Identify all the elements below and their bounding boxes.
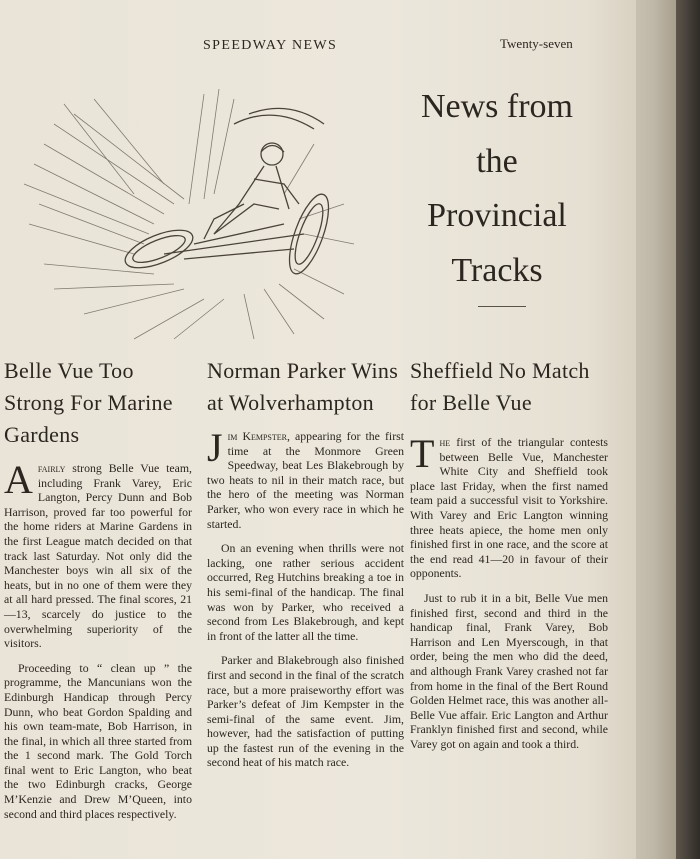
title-divider xyxy=(478,306,526,307)
article-paragraph xyxy=(207,425,404,531)
lead-in-smallcaps: im Kempster, xyxy=(227,429,290,443)
page-number: Twenty-seven xyxy=(500,36,573,51)
article-sheffield-belle-vue xyxy=(410,355,608,761)
paragraph-text: first of the triangular contests between Belle Vue, Manchester White City and Sheffield took place last Friday, when the first named team paid a successful visit to Yorkshire. With Varey and Eric Langton winning three heats apiece, the home men only finished first in one race, and the score at the end read 41—20 in favour of their opponents. xyxy=(410,435,608,581)
speedway-rider-sketch xyxy=(14,84,394,344)
article-body xyxy=(410,431,608,751)
feature-title xyxy=(392,80,602,298)
article-headline: Belle Vue Too Strong For Marine Gardens xyxy=(4,358,173,447)
drop-cap: T xyxy=(410,431,435,476)
article-paragraph: Proceeding to “ clean up ” the programme, the Mancunians won the Edinburgh Handicap through Percy Dunn, who beat Gordon Spalding and his own team-mate, Bob Harrison, in the final, in which all three started from the 1 second mark. The Gold Torch final went to Eric Langton, who beat the two Edinburgh cracks, George M’Kenzie and Drew M’Queen, into second and third places respectively. xyxy=(4,660,192,821)
feature-title-line: News from xyxy=(420,88,574,125)
article-paragraph: On an evening when thrills were not lacking, one rather serious accident occurred, Reg Hutchins breaking a toe in his semi-final of the handicap. The final was won by Parker, who received a second from Les Blakebrough, and kept in front of the latter all the time. xyxy=(207,541,404,643)
article-paragraph: Parker and Blakebrough also finished first and second in the final of the scratch race, but a more praiseworthy effort was Parker’s defeat of Jim Kempster in the semi-final of the same event. Jim, however, had the satisfaction of putting up the fastest run of the evening in the second heat of his match race. xyxy=(207,653,404,770)
book-binding-shadow xyxy=(676,0,700,859)
paragraph-text: appearing for the first time at the Monmore Green Speedway, beat Les Blakebrough by two heats to nil in their match race, but the hero of the meeting was Norman Parker, who won every race in which he started. xyxy=(207,429,404,531)
article-body xyxy=(207,425,404,770)
article-headline: Sheffield No Match for Belle Vue xyxy=(410,358,590,415)
feature-title-line: the xyxy=(476,142,518,180)
article-headline: Norman Parker Wins at Wolverhampton xyxy=(207,358,399,415)
article-belle-vue-marine-gardens xyxy=(4,355,192,831)
article-paragraph xyxy=(4,457,192,651)
article-paragraph xyxy=(410,431,608,581)
article-body xyxy=(4,457,192,821)
running-head: SPEEDWAY NEWS xyxy=(203,38,338,53)
article-norman-parker-wolverhampton xyxy=(207,355,404,780)
drop-cap: J xyxy=(207,425,223,470)
feature-title-line: Provincial xyxy=(427,197,567,234)
drop-cap: A xyxy=(4,457,33,502)
underlying-page-edge xyxy=(632,0,676,859)
lead-in-smallcaps: fairly xyxy=(37,461,66,475)
article-paragraph: Just to rub it in a bit, Belle Vue men finished first, second and third in the handicap final, Frank Varey, Bob Harrison and Len Myerscough, in that order, being the men who did the deed, and although Frank Varey crashed not far from home in the final of the Bert Round Golden Helmet race, this was another all-Belle Vue affair. Eric Langton and Arthur Franklyn finished first and second, while Varey got on again and took a third. xyxy=(410,590,608,751)
lead-in-smallcaps: he xyxy=(439,435,451,449)
feature-title-line: Tracks xyxy=(451,251,543,289)
paragraph-text: strong Belle Vue team, including Frank Varey, Eric Langton, Percy Dunn and Bob Harrison, proved far too powerful for the home riders at Marine Gardens in the first League match decided on that track last Saturday. Not only did the Manchester boys win all six of the heats, but in no one of them were they at all hard pressed. The final scores, 21—13, scarcely do justice to the overwhelming superiority of the visitors. xyxy=(4,461,192,651)
